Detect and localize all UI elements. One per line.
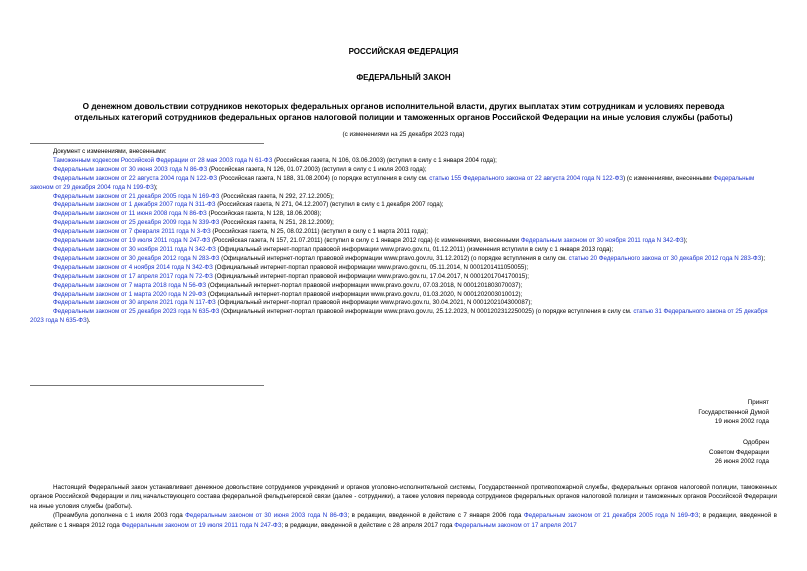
doc-type-heading: ФЕДЕРАЛЬНЫЙ ЗАКОН bbox=[356, 73, 451, 82]
law-body bbox=[30, 483, 777, 530]
amendment-link[interactable]: Федеральным законом от 17 апреля 2017 bbox=[454, 521, 577, 529]
amendment-item: Федеральным законом от 21 декабря 2005 года N 169-ФЗ (Российская газета, N 292, 27.12.2005); bbox=[53, 192, 334, 200]
duma-date: 19 июня 2002 года bbox=[714, 418, 769, 425]
amendment-item: Федеральным законом от 22 августа 2004 года N 122-ФЗ (Российская газета, N 188, 31.08.2004) (о порядке вступления в силу см. статью 155 Федерального закона от 22 августа 2004 года N 122-ФЗ) (с изменениями, внесенными Федеральным законом от 29 декабря 2004 года N 199-ФЗ); bbox=[30, 174, 755, 191]
amendment-link[interactable]: Федеральным законом от 30 июня 2003 года N 86-ФЗ bbox=[53, 165, 208, 173]
duma-line-1: Принят bbox=[747, 399, 769, 406]
amendment-link[interactable]: Федеральным законом от 17 апреля 2017 года N 72-ФЗ bbox=[53, 272, 213, 280]
amendment-link[interactable]: Федеральным законом от 1 декабря 2007 года N 311-ФЗ bbox=[53, 201, 216, 209]
preamble-amendment-note: (Преамбула дополнена с 1 июля 2003 года Федеральным законом от 30 июня 2003 года N 86-ФЗ; в редакции, введенной в действие с 7 января 2006 года Федеральным законом от 21 декабря 2005 года N 169-ФЗ; в редакции, введенной в действие с 1 января 2012 года Федеральным законом от 19 июля 2011 года N 247-ФЗ; в редакции, введенной в действие с 28 апреля 2017 года Федеральным законом от 17 апреля 2017 bbox=[30, 512, 778, 529]
amendment-link[interactable]: Федеральным законом от 29 декабря 2004 года N 199-ФЗ bbox=[30, 174, 755, 191]
amendment-item: Федеральным законом от 1 декабря 2007 года N 311-ФЗ (Российская газета, N 271, 04.12.2007) (вступил в силу с 1 декабря 2007 года); bbox=[53, 201, 444, 209]
amendment-link[interactable]: Федеральным законом от 21 декабря 2005 года N 169-ФЗ bbox=[523, 512, 699, 520]
divider-top bbox=[30, 143, 264, 144]
amendment-link[interactable]: Федеральным законом от 30 ноября 2011 года N 342-ФЗ bbox=[520, 237, 684, 245]
law-title-line-2: отдельных категорий сотрудников федеральных органов налоговой полиции и таможенных органов Российской Федерации на иные условия службы (работы) bbox=[74, 113, 733, 122]
amendment-link[interactable]: Федеральным законом от 4 ноября 2014 года N 342-ФЗ bbox=[53, 263, 213, 271]
council-approval bbox=[709, 438, 769, 467]
amendments-intro: Документ с изменениями, внесенными: bbox=[53, 148, 167, 155]
duma-line-2: Государственной Думой bbox=[698, 408, 769, 416]
amendment-link[interactable]: Федеральным законом от 19 июля 2011 года N 247-ФЗ bbox=[121, 521, 282, 529]
amendment-link[interactable]: Федеральным законом от 7 февраля 2011 года N 3-ФЗ bbox=[53, 228, 211, 236]
amendment-link[interactable]: Федеральным законом от 7 марта 2018 года N 56-ФЗ bbox=[53, 281, 207, 289]
council-line-1: Одобрен bbox=[742, 439, 769, 446]
amendment-item: Федеральным законом от 25 декабря 2009 года N 339-ФЗ (Российская газета, N 251, 28.12.2009); bbox=[53, 219, 334, 227]
preamble-paragraph: Настоящий Федеральный закон устанавливает денежное довольствие сотрудников учреждений и органов уголовно-исполнительной системы, Государственной противопожарной службы, федеральных органов налоговой полиции, таможенных органов Российской Федерации и лиц начальствующего состава федеральной фельдъегерской связи (далее - сотрудники), а также условия перевода сотрудников федеральных органов налоговой полиции и таможенных органов Российской Федерации на иные условия службы (работы). bbox=[30, 484, 777, 510]
amendment-link[interactable]: Федеральным законом от 21 декабря 2005 года N 169-ФЗ bbox=[53, 192, 220, 200]
amendment-link[interactable]: Федеральным законом от 30 апреля 2021 года N 117-ФЗ bbox=[53, 299, 216, 307]
amendment-link[interactable]: статью 155 Федерального закона от 22 августа 2004 года N 122-ФЗ bbox=[429, 174, 624, 182]
country-heading: РОССИЙСКАЯ ФЕДЕРАЦИЯ bbox=[348, 47, 459, 56]
amendment-item: Федеральным законом от 11 июня 2008 года N 86-ФЗ (Российская газета, N 128, 18.06.2008); bbox=[53, 210, 322, 218]
amendment-link[interactable]: Федеральным законом от 30 июня 2003 года N 86-ФЗ bbox=[185, 512, 348, 520]
amendment-link[interactable]: Федеральным законом от 22 августа 2004 года N 122-ФЗ bbox=[53, 174, 218, 182]
amendment-item: Федеральным законом от 30 декабря 2012 года N 283-ФЗ (Официальный интернет-портал правовой информации www.pravo.gov.ru, 31.12.2012) (о порядке вступления в силу см. статью 20 Федерального закона от 30 декабря 2012 года N 283-ФЗ); bbox=[53, 254, 766, 262]
amendment-item: Федеральным законом от 19 июля 2011 года N 247-ФЗ (Российская газета, N 157, 21.07.2011) (вступил в силу с 1 января 2012 года) (с изменениями, внесенными Федеральным законом от 30 ноября 2011 года N 342-ФЗ); bbox=[53, 237, 688, 245]
amendment-item: Федеральным законом от 7 марта 2018 года N 56-ФЗ (Официальный интернет-портал правовой информации www.pravo.gov.ru, 07.03.2018, N 0001201803070037); bbox=[53, 281, 523, 289]
amendment-link[interactable]: статью 31 Федерального закона от 25 декабря 2023 года N 635-ФЗ bbox=[30, 308, 768, 325]
duma-acceptance bbox=[698, 398, 769, 427]
amendment-item: Федеральным законом от 30 апреля 2021 года N 117-ФЗ (Официальный интернет-портал правовой информации www.pravo.gov.ru, 30.04.2021, N 0001202104300087); bbox=[53, 299, 532, 307]
edition-note: (с изменениями на 25 декабря 2023 года) bbox=[342, 131, 465, 138]
amendment-link[interactable]: Федеральным законом от 30 ноября 2011 года N 342-ФЗ bbox=[53, 245, 216, 253]
council-date: 26 июня 2002 года bbox=[714, 458, 769, 465]
law-title bbox=[30, 101, 777, 123]
amendment-item: Федеральным законом от 7 февраля 2011 года N 3-ФЗ (Российская газета, N 25, 08.02.2011) (вступил в силу с 1 марта 2011 года); bbox=[53, 228, 428, 236]
amendment-item: Федеральным законом от 30 июня 2003 года N 86-ФЗ (Российская газета, N 126, 01.07.2003) (вступил в силу с 1 июля 2003 года); bbox=[53, 165, 427, 173]
amendment-item: Таможенным кодексом Российской Федерации от 28 мая 2003 года N 61-ФЗ (Российская газета, N 106, 03.06.2003) (вступил в силу с 1 января 2004 года); bbox=[53, 156, 497, 164]
amendment-link[interactable]: Федеральным законом от 1 марта 2020 года N 29-ФЗ bbox=[53, 290, 207, 298]
divider-bottom bbox=[30, 385, 264, 386]
amendment-link[interactable]: Федеральным законом от 25 декабря 2023 года N 635-ФЗ bbox=[53, 308, 220, 316]
amendments-list bbox=[30, 148, 777, 326]
council-line-2: Советом Федерации bbox=[709, 448, 769, 456]
amendment-item: Федеральным законом от 30 ноября 2011 года N 342-ФЗ (Официальный интернет-портал правовой информации www.pravo.gov.ru, 01.12.2011) (изменения вступили в силу с 1 января 2013 года); bbox=[53, 245, 614, 253]
amendment-link[interactable]: Таможенным кодексом Российской Федерации от 28 мая 2003 года N 61-ФЗ bbox=[53, 156, 273, 164]
amendment-item: Федеральным законом от 4 ноября 2014 года N 342-ФЗ (Официальный интернет-портал правовой информации www.pravo.gov.ru, 05.11.2014, N 0001201411050055); bbox=[53, 263, 529, 271]
amendment-link[interactable]: Федеральным законом от 11 июня 2008 года N 86-ФЗ bbox=[53, 210, 207, 218]
amendment-item: Федеральным законом от 1 марта 2020 года N 29-ФЗ (Официальный интернет-портал правовой информации www.pravo.gov.ru, 01.03.2020, N 0001202003010012); bbox=[53, 290, 523, 298]
law-title-line-1: О денежном довольствии сотрудников некоторых федеральных органов исполнительной власти, других выплатах этим сотрудникам и условиях перевода bbox=[82, 102, 725, 111]
amendment-link[interactable]: Федеральным законом от 19 июля 2011 года N 247-ФЗ bbox=[53, 237, 211, 245]
amendment-item: Федеральным законом от 25 декабря 2023 года N 635-ФЗ (Официальный интернет-портал правовой информации www.pravo.gov.ru, 25.12.2023, N 0001202312250025) (о порядке вступления в силу см. статью 31 Федерального закона от 25 декабря 2023 года N 635-ФЗ). bbox=[30, 308, 768, 325]
amendment-link[interactable]: Федеральным законом от 30 декабря 2012 года N 283-ФЗ bbox=[53, 254, 220, 262]
amendment-link[interactable]: Федеральным законом от 25 декабря 2009 года N 339-ФЗ bbox=[53, 219, 220, 227]
amendment-link[interactable]: статью 20 Федерального закона от 30 декабря 2012 года N 283-ФЗ bbox=[568, 254, 762, 262]
amendment-item: Федеральным законом от 17 апреля 2017 года N 72-ФЗ (Официальный интернет-портал правовой информации www.pravo.gov.ru, 17.04.2017, N 0001201704170015); bbox=[53, 272, 529, 280]
